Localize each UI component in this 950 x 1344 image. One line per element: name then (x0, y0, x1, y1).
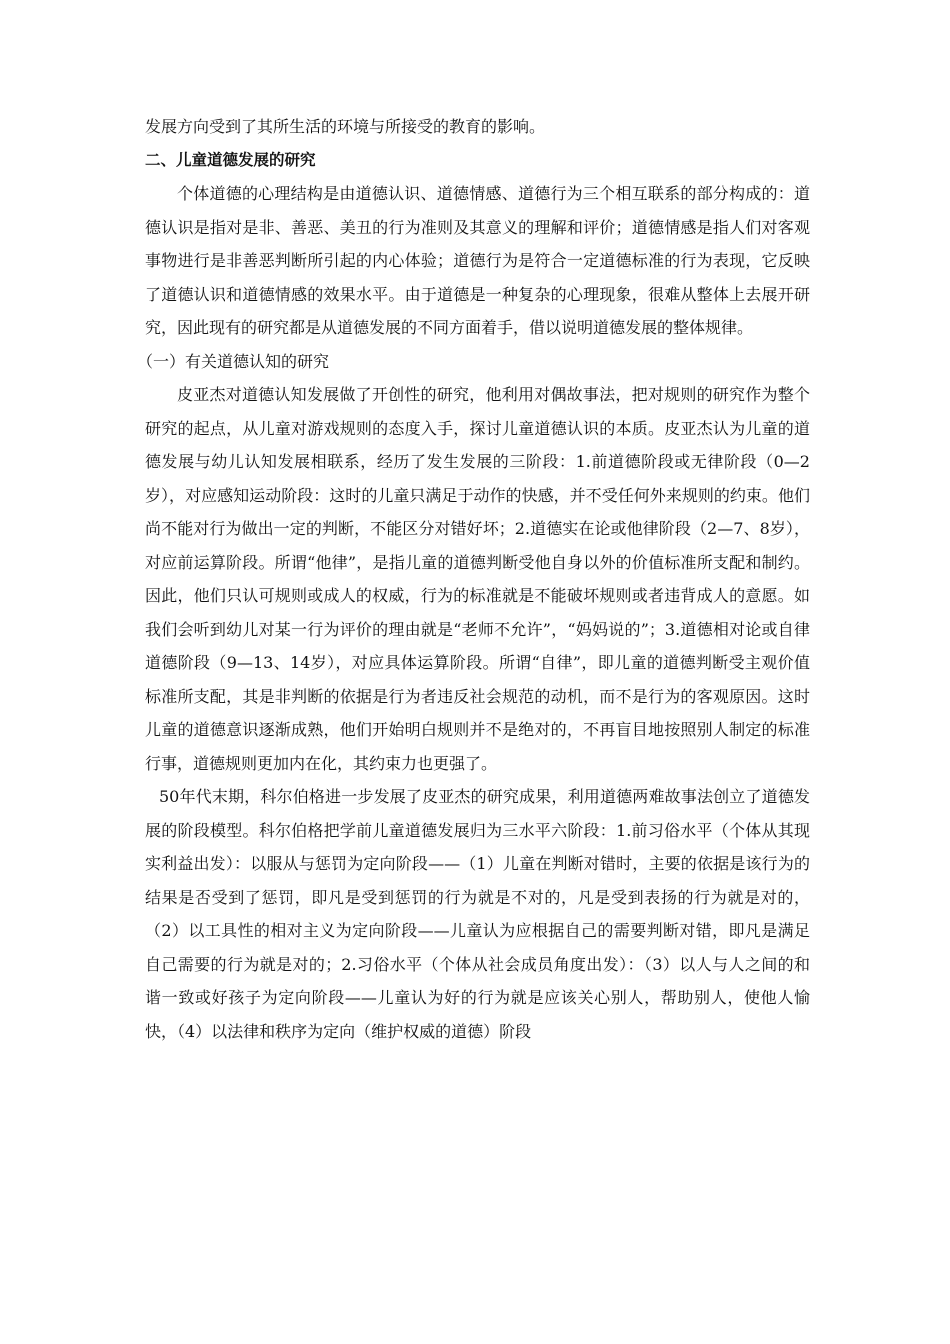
section-heading: 二、儿童道德发展的研究 (145, 150, 316, 169)
paragraph-continuation: 发展方向受到了其所生活的环境与所接受的教育的影响。 (145, 117, 546, 136)
document-page (137, 110, 810, 1048)
subsection-heading: （一）有关道德认知的研究 (137, 351, 330, 371)
paragraph-piaget: 皮亚杰对道德认知发展做了开创性的研究，他利用对偶故事法，把对规则的研究作为整个研究的起点，从儿童对游戏规则的态度入手，探讨儿童道德认识的本质。皮亚杰认为儿童的道德发展与幼儿认知发展相联系，经历了发生发展的三阶段：1.前道德阶段或无律阶段（0—2岁），对应感知运动阶段：这时的儿童只满足于动作的快感，并不受任何外来规则的约束。他们尚不能对行为做出一定的判断，不能区分对错好坏；2.道德实在论或他律阶段（2—7、8岁），对应前运算阶段。所谓“他律”，是指儿童的道德判断受他自身以外的价值标准所支配和制约。因此，他们只认可规则或成人的权威，行为的标准就是不能破坏规则或者违背成人的意愿。如我们会听到幼儿对某一行为评价的理由就是“老师不允许”，“妈妈说的”；3.道德相对论或自律道德阶段（9—13、14岁），对应具体运算阶段。所谓“自律”，即儿童的道德判断受主观价值标准所支配，其是非判断的依据是行为者违反社会规范的动机，而不是行为的客观原因。这时儿童的道德意识逐渐成熟，他们开始明白规则并不是绝对的，不再盲目地按照别人制定的标准行事，道德规则更加内在化，其约束力也更强了。 (145, 385, 810, 773)
paragraph-kohlberg: 50年代末期，科尔伯格进一步发展了皮亚杰的研究成果，利用道德两难故事法创立了道德发展的阶段模型。科尔伯格把学前儿童道德发展归为三水平六阶段：1.前习俗水平（个体从其现实利益出发）：以服从与惩罚为定向阶段——（1）儿童在判断对错时，主要的依据是该行为的结果是否受到了惩罚，即凡是受到惩罚的行为就是不对的，凡是受到表扬的行为就是对的，（2）以工具性的相对主义为定向阶段——儿童认为应根据自己的需要判断对错，即凡是满足自己需要的行为就是对的；2.习俗水平（个体从社会成员角度出发）：（3）以人与人之间的和谐一致或好孩子为定向阶段——儿童认为好的行为就是应该关心别人，帮助别人，使他人愉快，（4）以法律和秩序为定向（维护权威的道德）阶段 (145, 787, 810, 1041)
paragraph-moral-structure: 个体道德的心理结构是由道德认识、道德情感、道德行为三个相互联系的部分构成的：道德认识是指对是非、善恶、美丑的行为准则及其意义的理解和评价；道德情感是指人们对客观事物进行是非善恶判断所引起的内心体验；道德行为是符合一定道德标准的行为表现，它反映了道德认识和道德情感的效果水平。由于道德是一种复杂的心理现象，很难从整体上去展开研究，因此现有的研究都是从道德发展的不同方面着手，借以说明道德发展的整体规律。 (145, 184, 810, 337)
